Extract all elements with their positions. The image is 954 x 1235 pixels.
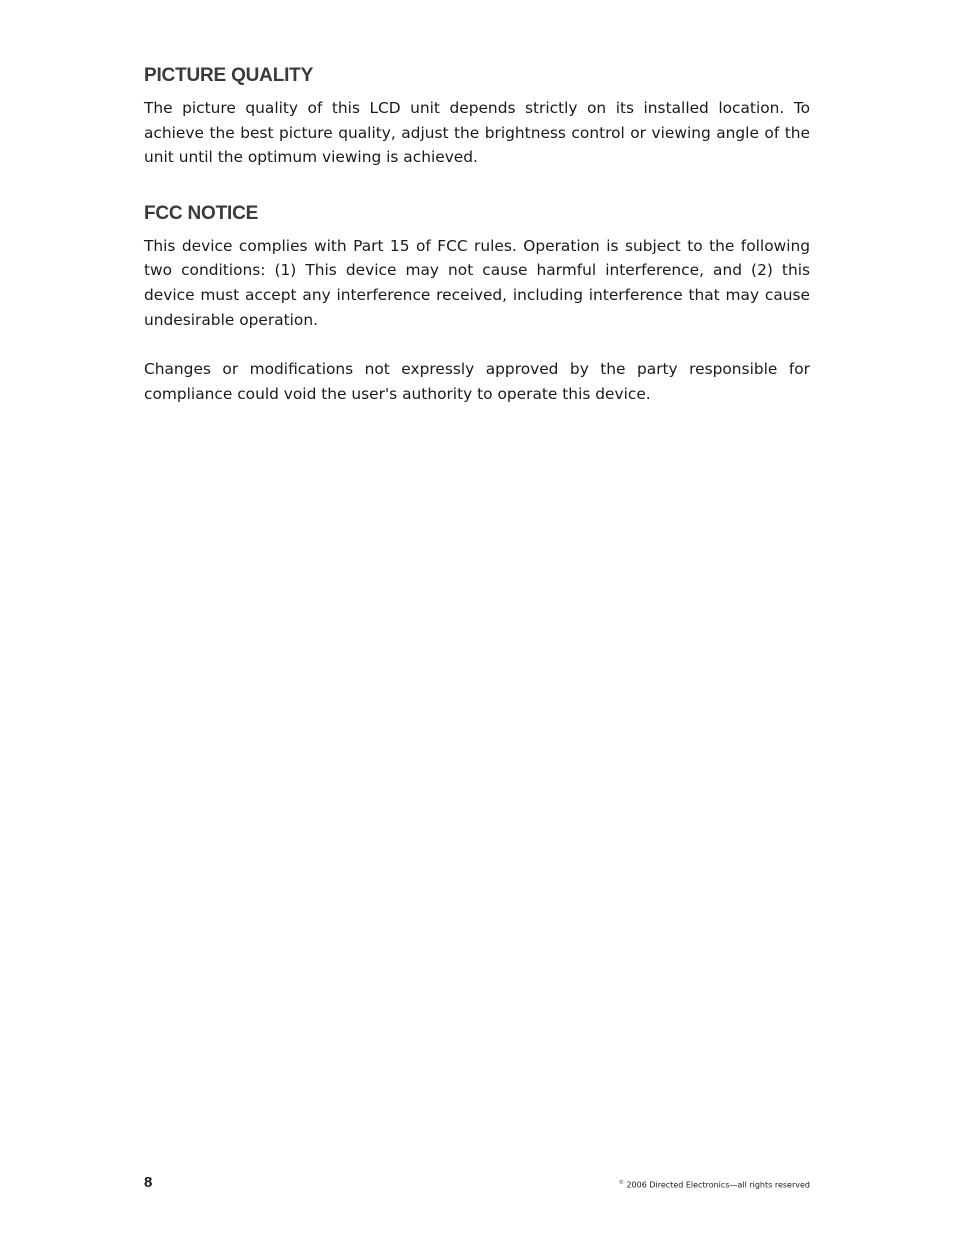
copyright-notice xyxy=(619,1180,810,1190)
section-fcc-notice xyxy=(144,200,810,407)
page-number: 8 xyxy=(144,1174,153,1191)
paragraph-fcc-modifications: Changes or modifications not expressly approved by the party responsible for compliance could void the user's authority to operate this device. xyxy=(144,360,810,403)
copyright-text: 2006 Directed Electronics—all rights reserved xyxy=(626,1180,810,1190)
paragraph-fcc-compliance: This device complies with Part 15 of FCC rules. Operation is subject to the following two conditions: (1) This device may not cause harmful interference, and (2) this device must accept any interference received, including interference that may cause undesirable operation. xyxy=(144,236,810,329)
page-content xyxy=(144,62,810,436)
copyright-symbol: © xyxy=(618,1180,624,1186)
section-picture-quality xyxy=(144,62,810,170)
section-heading-picture-quality: PICTURE QUALITY xyxy=(144,65,314,86)
paragraph-picture-quality: The picture quality of this LCD unit depends strictly on its installed location. To achieve the best picture quality, adjust the brightness control or viewing angle of the unit until the optimum viewing is achieved. xyxy=(144,99,810,167)
section-heading-fcc-notice: FCC NOTICE xyxy=(144,202,259,224)
